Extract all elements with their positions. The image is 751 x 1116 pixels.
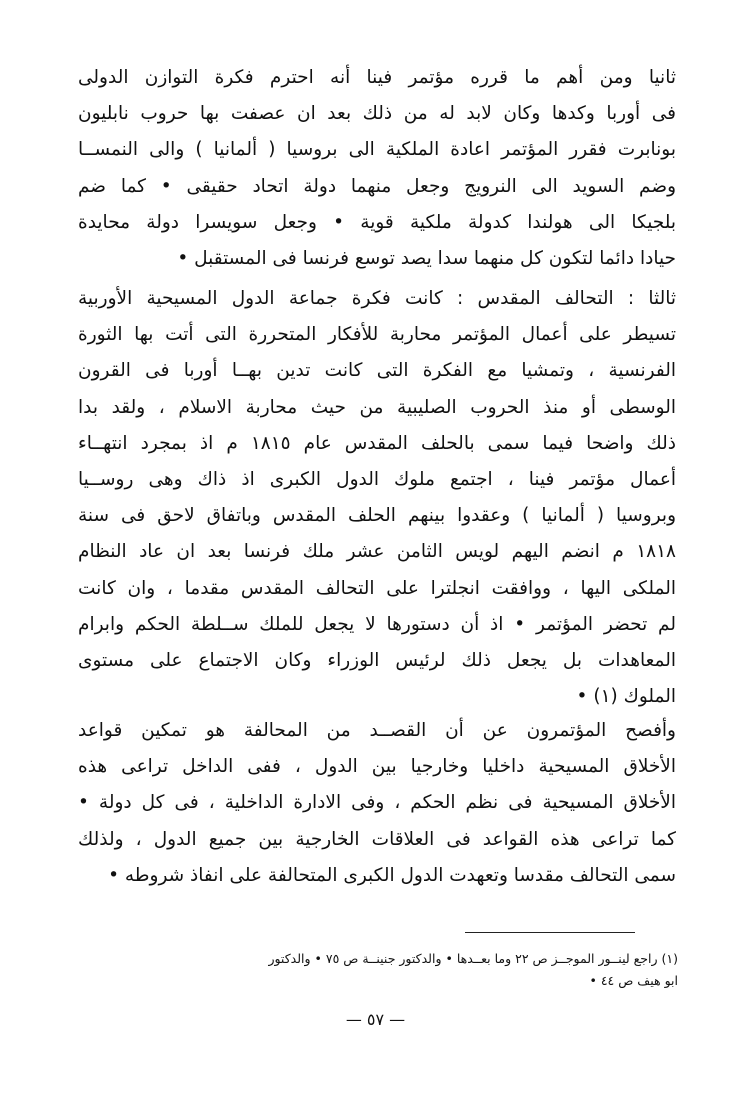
paragraph-vienna-balance xyxy=(78,60,676,277)
text-line: حيادا دائما لتكون كل منهما سدا يصد توسع فرنسا فى المستقبل • xyxy=(177,247,676,269)
footnote-line: ابو هيف ص ٤٤ • xyxy=(589,973,678,988)
text-line: لم تحضر المؤتمر • اذ أن دستورها لا يجعل للملك ســلطة الحكم وابرام xyxy=(78,613,676,635)
text-line: الملكى اليها ، ووافقت انجلترا على التحالف المقدس مقدما ، وان كانت xyxy=(78,577,676,599)
footnote xyxy=(80,948,678,992)
text-line: سمى التحالف مقدسا وتعهدت الدول الكبرى المتحالفة على انفاذ شروطه • xyxy=(108,864,676,886)
text-line: كما تراعى هذه القواعد فى العلاقات الخارجية بين جميع الدول ، ولذلك xyxy=(78,828,676,850)
text-line: تسيطر على أعمال المؤتمر محاربة للأفكار المتحررة التى أتت بها الثورة xyxy=(78,324,676,346)
text-line: وضم السويد الى النرويج وجعل منهما دولة اتحاد حقيقى • كما ضم xyxy=(78,175,676,197)
text-line: بلجيكا الى هولندا كدولة ملكية قوية • وجعل سويسرا دولة محايدة xyxy=(78,211,676,233)
text-line: ١٨١٨ م انضم اليهم لويس الثامن عشر ملك فرنسا بعد ان عاد النظام xyxy=(78,541,676,563)
page-number: — ٥٧ — xyxy=(345,1010,406,1029)
paragraph-alliance-purpose xyxy=(78,713,676,894)
text-line: بونابرت فقرر المؤتمر اعادة الملكية الى بروسيا ( ألمانيا ) والى النمســا xyxy=(78,139,676,161)
text-line: ثالثا : التحالف المقدس : كانت فكرة جماعة الدول المسيحية الأوربية xyxy=(78,288,676,309)
text-line: المعاهدات بل يجعل ذلك لرئيس الوزراء وكان الاجتماع على مستوى xyxy=(78,649,676,671)
text-line: أعمال مؤتمر فينا ، اجتمع ملوك الدول الكبرى اذ ذاك وهى روســيا xyxy=(78,468,676,490)
footnote-line: (١) راجع لينــور الموجــز ص ٢٢ وما بعــدها • والدكتور جنينــة ص ٧٥ • والدكتور xyxy=(268,951,678,966)
footnote-divider xyxy=(465,932,635,933)
text-line: الأخلاق المسيحية فى نظم الحكم ، وفى الادارة الداخلية ، فى كل دولة • xyxy=(78,792,676,814)
text-line: وبروسيا ( ألمانيا ) وعقدوا بينهم الحلف المقدس وباتفاق لاحق فى سنة xyxy=(78,505,676,527)
text-line: الوسطى أو منذ الحروب الصليبية من حيث محاربة الاسلام ، ولقد بدا xyxy=(78,396,676,418)
text-line: الأخلاق المسيحية داخليا وخارجيا بين الدول ، ففى الداخل تراعى هذه xyxy=(78,756,676,778)
text-line: وأفصح المؤتمرون عن أن القصــد من المحالفة هو تمكين قواعد xyxy=(78,720,676,741)
paragraph-holy-alliance xyxy=(78,281,676,715)
text-line: الملوك (١) • xyxy=(576,686,676,708)
text-line: فى أوربا وكدها وكان لابد له من ذلك بعد ان عصفت بها حروب نابليون xyxy=(78,103,676,125)
text-line: ثانيا ومن أهم ما قرره مؤتمر فينا أنه احترم فكرة التوازن الدولى xyxy=(78,67,676,88)
text-line: الفرنسية ، وتمشيا مع الفكرة التى كانت تدين بهــا أوربا فى القرون xyxy=(78,360,676,382)
text-line: ذلك واضحا فيما سمى بالحلف المقدس عام ١٨١٥ م اذ بمجرد انتهــاء xyxy=(78,432,676,454)
